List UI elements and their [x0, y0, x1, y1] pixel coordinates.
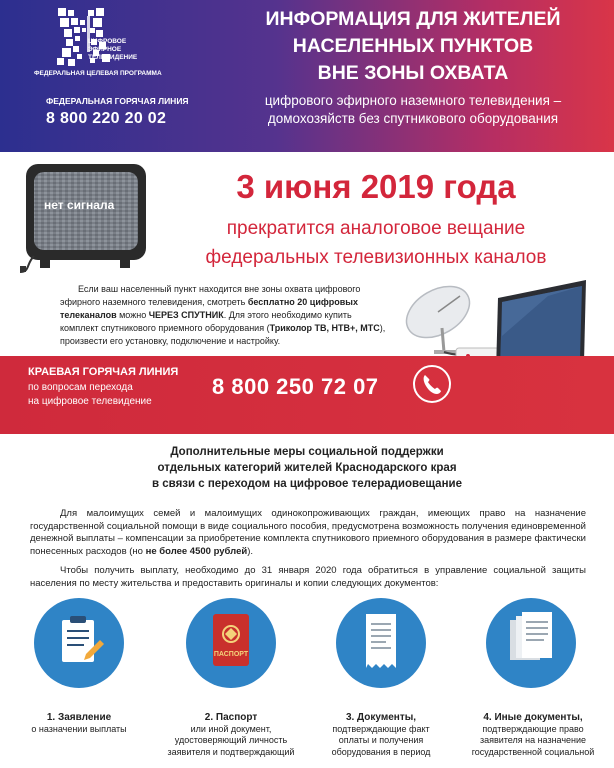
support-title: [60, 444, 554, 492]
intro-bold: Триколор ТВ, НТВ+, МТС: [269, 323, 380, 333]
support-title-line: в связи с переходом на цифровое телерадиовещание: [151, 478, 462, 490]
phone-icon: [412, 364, 452, 404]
support-title-line: отдельных категорий жителей Краснодарского края: [157, 462, 457, 474]
doc-line: о назначении выплаты: [31, 723, 127, 734]
logo-text: [88, 38, 158, 62]
regional-hotline-bar: [0, 356, 614, 434]
old-tv-icon: [20, 160, 150, 280]
shutdown-date: 3 июня 2019 года: [236, 168, 516, 205]
intro-text: . Для этого необходимо купить комплект спутникового приемного оборудования (: [60, 310, 352, 333]
shutdown-subtitle-line: федеральных телевизионных каналов: [205, 247, 547, 268]
logo-line: ЦИФРОВОЕ: [88, 38, 127, 45]
support-paragraph: [30, 508, 586, 558]
doc-title: 4. Иные документы,: [483, 712, 583, 723]
passport-text: ПАСПОРТ: [213, 651, 249, 658]
doc-line: заявителя на назначение: [479, 735, 587, 745]
federal-hotline-number[interactable]: 8 800 220 20 02: [46, 110, 167, 127]
logo-line: ТЕЛЕВИДЕНИЕ: [88, 54, 138, 61]
intro-text: ), произвести его установку, подключение и настройку.: [60, 323, 386, 346]
support-paragraph: Чтобы получить выплату, необходимо до 31 января 2020 года обратиться в управление социальной защиты населения по месту жительства и предоставить оригиналы и копии следующих документов:: [30, 565, 586, 589]
doc-caption-passport: [156, 712, 306, 758]
para-bold: не более 4500 рублей: [145, 545, 248, 557]
regional-hotline-line: по вопросам перехода: [28, 382, 133, 393]
receipt-icon: [336, 598, 426, 688]
subtitle-line: домохозяйств без спутникового оборудования: [267, 111, 559, 126]
doc-caption-other: [458, 712, 608, 758]
doc-title: 1. Заявление: [46, 712, 112, 723]
title-line: ИНФОРМАЦИЯ ДЛЯ ЖИТЕЛЕЙ: [265, 8, 561, 30]
intro-text: Если ваш населенный пункт находится вне зоны охвата цифрового эфирного наземного телевидения, смотреть: [60, 284, 361, 307]
regional-hotline-line: на цифровое телевидение: [28, 396, 152, 407]
doc-caption-payment: [306, 712, 456, 758]
page-title: [218, 6, 608, 87]
federal-hotline-label: ФЕДЕРАЛЬНАЯ ГОРЯЧАЯ ЛИНИЯ: [46, 96, 189, 106]
doc-title: 3. Документы,: [345, 712, 417, 723]
para-text: ).: [247, 545, 254, 557]
support-title-line: Дополнительные меры социальной поддержки: [170, 446, 444, 458]
doc-line: оборудования в период: [331, 746, 431, 757]
intro-bold: бесплатно 20 цифровых телеканалов: [60, 297, 358, 320]
title-line: ВНЕ ЗОНЫ ОХВАТА: [317, 62, 509, 84]
no-signal-label: нет сигнала: [44, 198, 115, 212]
intro-bold: ЧЕРЕЗ СПУТНИК: [148, 310, 224, 320]
page-subtitle: [218, 92, 608, 128]
doc-line: государственной социальной: [471, 746, 595, 757]
program-label: ФЕДЕРАЛЬНАЯ ЦЕЛЕВАЯ ПРОГРАММА: [34, 70, 162, 77]
regional-hotline-title: КРАЕВАЯ ГОРЯЧАЯ ЛИНИЯ: [28, 366, 179, 378]
satellite-intro-text: [60, 283, 392, 348]
doc-line: подтверждающие право: [482, 723, 584, 734]
title-line: НАСЕЛЕННЫХ ПУНКТОВ: [292, 35, 534, 57]
subtitle-line: цифрового эфирного наземного телевидения –: [264, 93, 562, 108]
doc-caption-application: [4, 712, 154, 735]
doc-line: подтверждающие факт: [332, 723, 430, 734]
doc-line: удостоверяющий личность: [174, 735, 288, 745]
doc-line: оплаты и получения: [338, 735, 424, 745]
intro-text: можно: [116, 310, 149, 320]
shutdown-subtitle: [166, 214, 586, 272]
application-form-icon: [34, 598, 124, 688]
logo-line: ЭФИРНОЕ: [88, 46, 122, 53]
para-text: Для малоимущих семей и малоимущих одинокопроживающих граждан, имеющих право на назначение государственной социальной помощи в виде социального пособия, предусмотрена возможность получения единовременной денежной выплаты – компенсации за приобретение комплекта спутникового приемного оборудования в размере фактически понесенных расходов (но: [30, 508, 586, 557]
header-banner: [0, 0, 614, 152]
passport-icon: [186, 598, 276, 688]
regional-hotline-number[interactable]: 8 800 250 72 07: [212, 374, 379, 399]
documents-stack-icon: [486, 598, 576, 688]
doc-title: 2. Паспорт: [204, 712, 258, 723]
doc-line: или иной документ,: [190, 723, 272, 734]
shutdown-subtitle-line: прекратится аналоговое вещание: [226, 218, 526, 239]
doc-line: заявителя и подтверждающий: [167, 746, 295, 757]
